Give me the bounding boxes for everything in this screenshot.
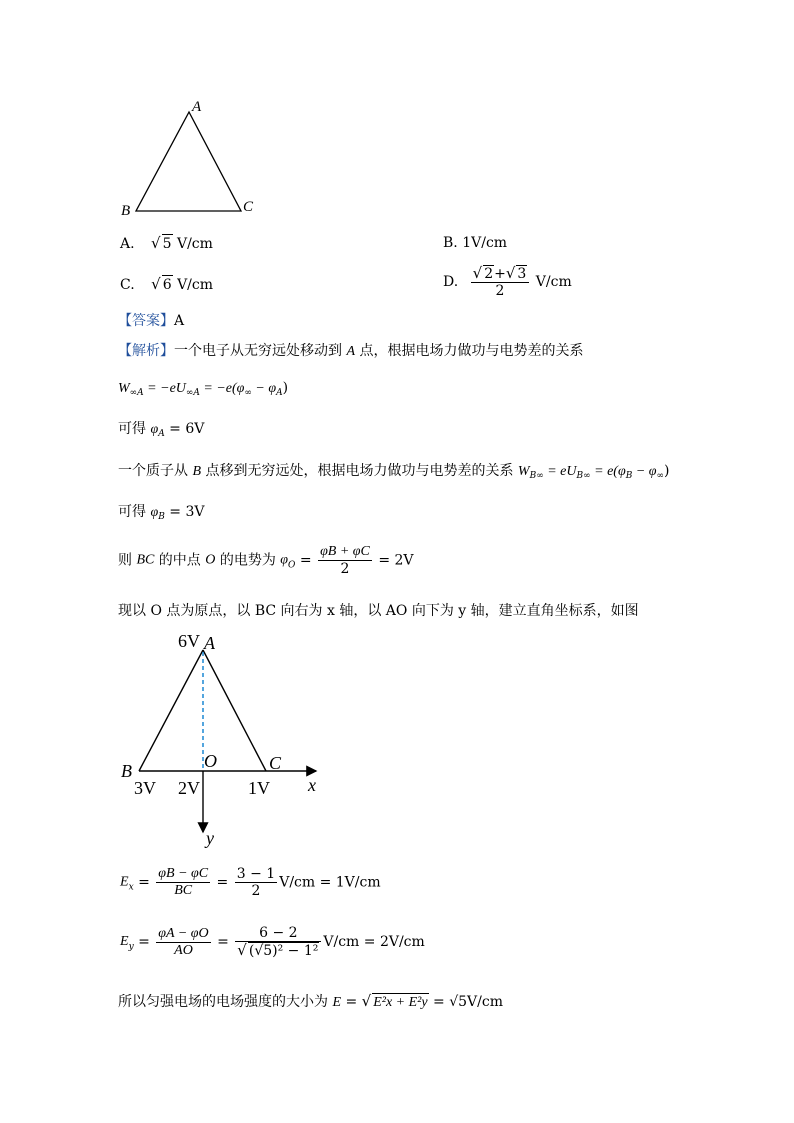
x-axis-label: x [308,775,316,795]
analysis-label: 【解析】 [118,343,174,359]
vertex-label-b2: B [121,761,132,781]
final-field-strength: 所以匀强电场的电场强度的大小为 E = √ E²x + E²y = √5V/cm [118,992,503,1010]
analysis-text: 点，根据电场力做功与电势差的关系 [355,343,584,359]
option-a-radicand: 5 [162,236,172,252]
triangle-figure-1 [110,95,280,225]
option-d-plus: + [494,266,506,282]
option-d-rad1: 2 [484,266,494,282]
potential-label-a: 6V [178,631,200,651]
potential-label-o: 2V [178,778,200,798]
vertex-label-c2: C [269,753,282,773]
potential-label-c: 1V [248,778,270,798]
vertex-label-b: B [121,203,131,219]
equation-ex: $E_x$ = $\frac{\varphi B - \varphi C}{BC}$ = $\frac{3 - 1}{2}$ V/cm = 1V/cm [120,866,381,899]
origin-label-o: O [204,751,217,771]
result-phi-a: 可得 $\varphi_A = 6V$ [118,421,205,439]
vertex-label-a: A [192,99,202,115]
option-c-unit: V/cm [177,277,214,293]
potential-label-b: 3V [134,778,156,798]
answer-label: 【答案】 [118,313,174,329]
final-radicand: E²x + E²y [373,995,428,1010]
option-c: C. √ 6 V/cm [120,275,214,293]
phi-o-numerator: φB + φC [320,544,370,559]
phi-o-denominator: 2 [340,561,350,577]
option-d-rad2: 3 [517,266,527,282]
midpoint-potential-line: 则 BC 的中点 O 的电势为 $\varphi_O$ = $\frac{\varphi B + \varphi C}{2}$ = 2V [118,544,414,577]
option-c-radicand: 6 [162,277,172,293]
coordinate-diagram [115,628,335,850]
option-a: A. √ 5 V/cm [120,234,213,252]
analysis-line-proton: 一个质子从 B 点移到无穷远处，根据电场力做功与电势差的关系 $W_{B\infty} = eU_{B\infty} = e(\varphi_B - \varphi_\infty)$ [118,463,670,481]
option-b-prefix: B. [443,235,458,251]
option-d-unit: V/cm [535,274,572,290]
equation-work-electron: $W_{\infty A} = -eU_{\infty A} = -e(\varphi_\infty - \varphi_A)$ [118,380,289,398]
answer-line [118,312,184,330]
point-a-ref: A [346,344,356,359]
option-d-denominator: 2 [495,283,505,299]
option-c-prefix: C. [120,277,135,293]
analysis-text: 一个电子从无穷远处移动到 [174,343,347,359]
y-axis-label: y [206,828,214,848]
coordinate-setup-line: 现以 O 点为原点，以 BC 向右为 x 轴，以 AO 向下为 y 轴，建立直角坐标系，如图 [118,603,639,619]
analysis-line-1 [118,342,583,361]
option-d-prefix: D. [443,274,459,290]
option-b-text: 1V/cm [462,235,508,251]
equation-ey: $E_y$ = $\frac{\varphi A - \varphi O}{AO}$ = $\frac{6 - 2}{\text{√ (√5)² − 1²}}$ V/cm = 2V/cm [120,925,425,959]
vertex-label-c: C [243,199,254,215]
vertex-label-a2: A [204,633,215,653]
ey-denominator-radicand: (√5)² − 1² [248,943,319,959]
result-phi-b: 可得 $\varphi_B = 3V$ [118,504,205,522]
answer-value: A [174,313,185,329]
option-d: D. $\frac{√ 2+√ 3}{2}$ V/cm [443,264,572,299]
triangle-side-ba [139,650,203,771]
triangle-abc [136,112,241,211]
option-b [443,234,507,252]
option-a-prefix: A. [120,236,135,252]
option-a-unit: V/cm [176,236,213,252]
